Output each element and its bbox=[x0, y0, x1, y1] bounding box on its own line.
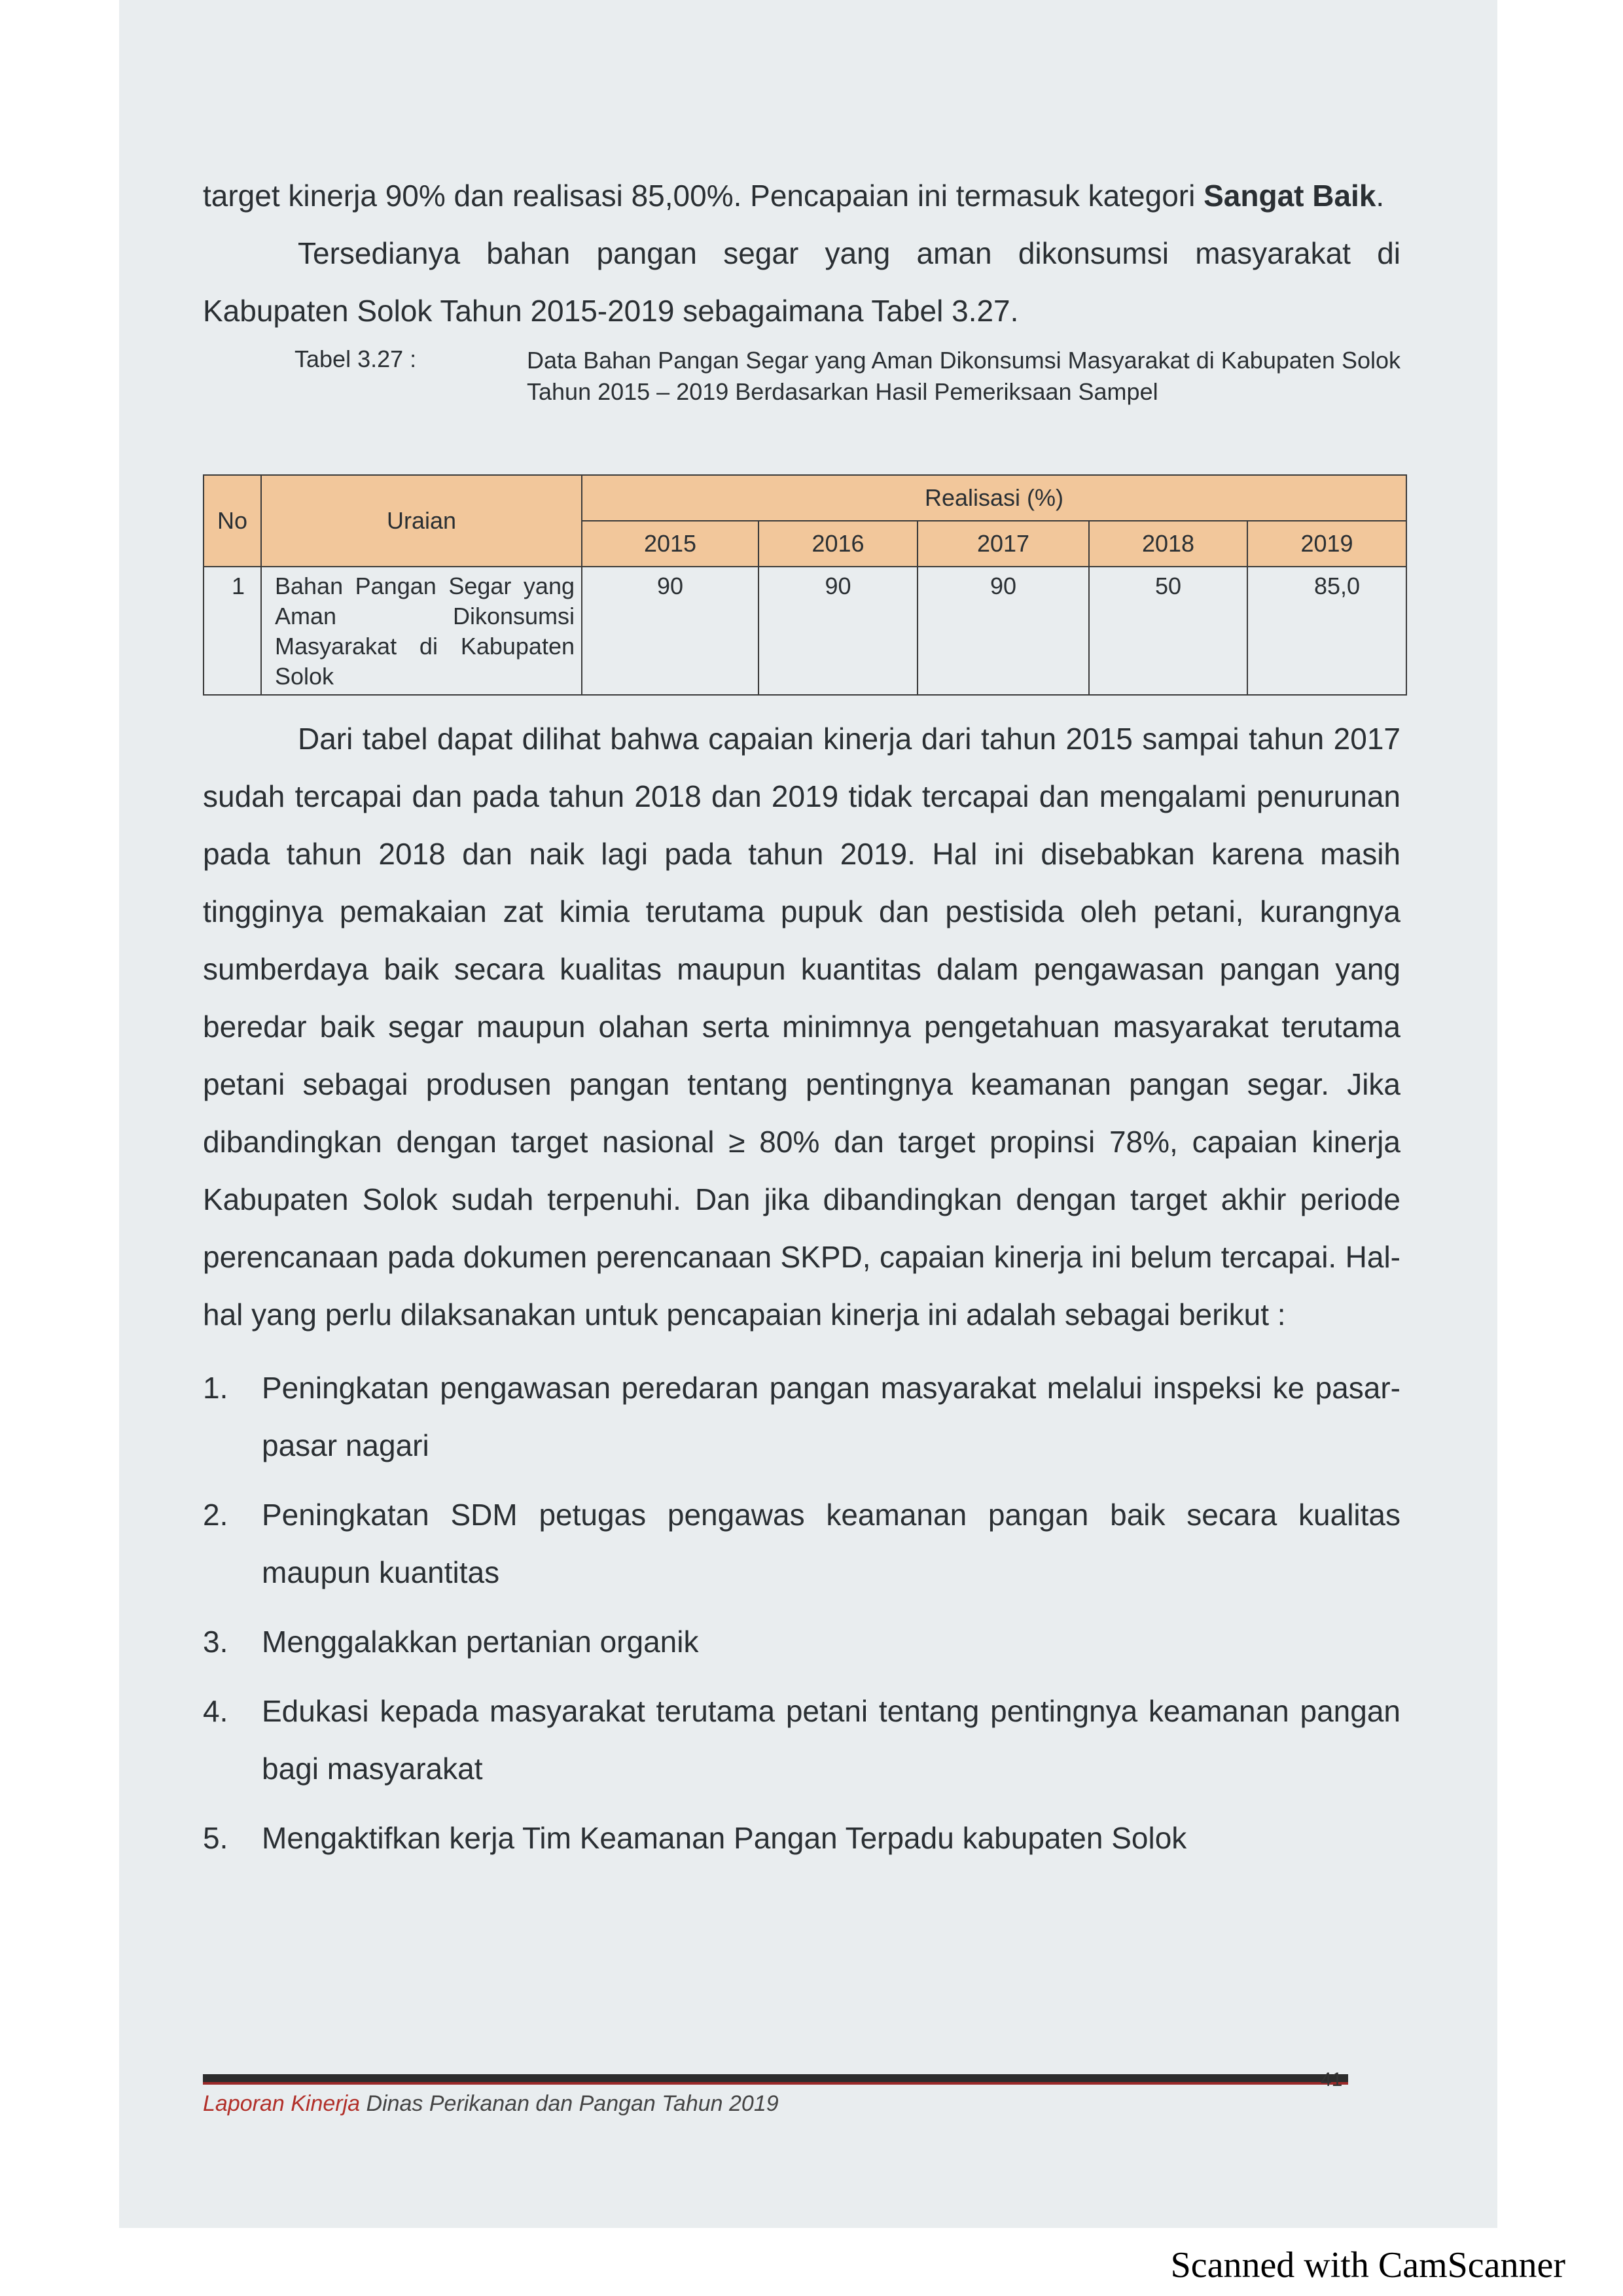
cell-value: 85,0 bbox=[1247, 567, 1406, 695]
header-year: 2018 bbox=[1089, 521, 1247, 567]
caption-label: Tabel 3.27 : bbox=[294, 345, 417, 372]
list-text: Edukasi kepada masyarakat terutama petani tentang pentingnya keamanan pangan bagi masyarakat bbox=[262, 1694, 1400, 1786]
list-item bbox=[203, 1809, 1400, 1867]
cell-value: 90 bbox=[918, 567, 1089, 695]
header-year: 2019 bbox=[1247, 521, 1406, 567]
list-number: 3. bbox=[203, 1625, 228, 1659]
cell-value: 90 bbox=[582, 567, 758, 695]
footer-title-rest: Dinas Perikanan dan Pangan Tahun 2019 bbox=[360, 2091, 779, 2116]
header-year: 2015 bbox=[582, 521, 758, 567]
table-row bbox=[204, 567, 1406, 695]
header-uraian: Uraian bbox=[261, 475, 582, 567]
cell-uraian: Bahan Pangan Segar yang Aman Dikonsumsi Masyarakat di Kabupaten Solok bbox=[261, 567, 582, 695]
list-item bbox=[203, 1682, 1400, 1797]
list-number: 2. bbox=[203, 1498, 228, 1532]
caption-text: Data Bahan Pangan Segar yang Aman Dikonsumsi Masyarakat di Kabupaten Solok Tahun 2015 – 2019 Berdasarkan Hasil Pemeriksaan Sampel bbox=[527, 347, 1400, 405]
page-number: 41 bbox=[1321, 2069, 1343, 2091]
cell-value: 50 bbox=[1089, 567, 1247, 695]
list-text: Menggalakkan pertanian organik bbox=[262, 1625, 699, 1659]
table-caption bbox=[203, 344, 1400, 448]
cell-no: 1 bbox=[204, 567, 261, 695]
header-realisasi: Realisasi (%) bbox=[582, 475, 1406, 521]
footer-divider bbox=[203, 2074, 1348, 2085]
list-text: Peningkatan SDM petugas pengawas keamanan pangan baik secara kualitas maupun kuantitas bbox=[262, 1498, 1400, 1589]
footer-title bbox=[203, 2091, 779, 2117]
header-year: 2016 bbox=[758, 521, 918, 567]
list-number: 5. bbox=[203, 1821, 228, 1855]
paragraph-1 bbox=[203, 167, 1400, 224]
data-table bbox=[203, 474, 1407, 696]
list-number: 1. bbox=[203, 1371, 228, 1405]
scanner-watermark: Scanned with CamScanner bbox=[1170, 2245, 1565, 2286]
list-item bbox=[203, 1486, 1400, 1601]
paragraph-3: Dari tabel dapat dilihat bahwa capaian kinerja dari tahun 2015 sampai tahun 2017 sudah tercapai dan pada tahun 2018 dan 2019 tidak tercapai dan mengalami penurunan pada tahun 2018 dan naik lagi pada tahun 2019. Hal ini disebabkan karena masih tingginya pemakaian zat kimia terutama pupuk dan pestisida oleh petani, kurangnya sumberdaya baik secara kualitas maupun kuantitas dalam pengawasan pangan yang beredar baik segar maupun olahan serta minimnya pengetahuan masyarakat terutama petani sebagai produsen pangan tentang pentingnya keamanan pangan segar. Jika dibandingkan dengan target nasional ≥ 80% dan target propinsi 78%, capaian kinerja Kabupaten Solok sudah terpenuhi. Dan jika dibandingkan dengan target akhir periode perencanaan pada dokumen perencanaan SKPD, capaian kinerja ini belum tercapai. Hal-hal yang perlu dilaksanakan untuk pencapaian kinerja ini adalah sebagai berikut : bbox=[203, 722, 1400, 1332]
header-year: 2017 bbox=[918, 521, 1089, 567]
paragraph-1-end: . bbox=[1376, 179, 1385, 213]
paragraph-1-bold: Sangat Baik bbox=[1204, 179, 1376, 213]
page-content bbox=[203, 167, 1400, 1879]
header-no: No bbox=[204, 475, 261, 567]
list-text: Mengaktifkan kerja Tim Keamanan Pangan Terpadu kabupaten Solok bbox=[262, 1821, 1187, 1855]
action-list bbox=[203, 1359, 1400, 1867]
paragraph-1-text: target kinerja 90% dan realisasi 85,00%. Pencapaian ini termasuk kategori bbox=[203, 179, 1204, 213]
list-item bbox=[203, 1613, 1400, 1670]
cell-value: 90 bbox=[758, 567, 918, 695]
paragraph-2: Tersedianya bahan pangan segar yang aman dikonsumsi masyarakat di Kabupaten Solok Tahun 2015-2019 sebagaimana Tabel 3.27. bbox=[203, 236, 1400, 328]
list-text: Peningkatan pengawasan peredaran pangan masyarakat melalui inspeksi ke pasar-pasar nagari bbox=[262, 1371, 1400, 1462]
list-number: 4. bbox=[203, 1694, 228, 1728]
list-item bbox=[203, 1359, 1400, 1474]
footer-title-highlight: Laporan Kinerja bbox=[203, 2091, 361, 2116]
